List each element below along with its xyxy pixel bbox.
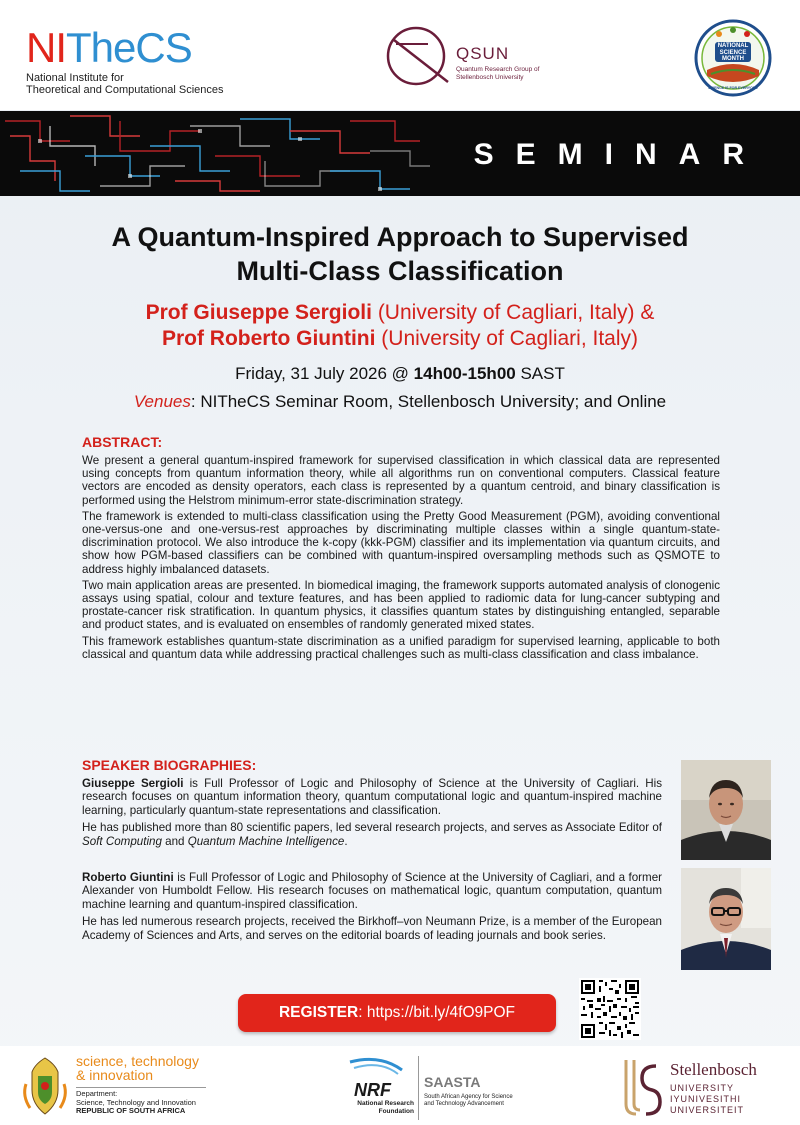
speaker-2-affiliation: (University of Cagliari, Italy) — [375, 327, 639, 350]
speaker-2-name: Prof Roberto Giuntini — [161, 327, 376, 350]
bio-sergioli-paragraph-2 — [82, 821, 662, 848]
qsun-logo — [376, 20, 556, 90]
bio-sergioli-text-1: is Full Professor of Logic and Philosophy of Science at the University of Cagliari. His research focuses on quantum information theory, quantum computational logic and quantum-inspired machine learning, particularly quantum-state representations and classification. — [82, 777, 662, 817]
speaker-1 — [0, 300, 800, 326]
dsti-department — [76, 1090, 216, 1116]
footer — [0, 1046, 800, 1125]
speaker-1-affiliation: (University of Cagliari, Italy) & — [371, 301, 655, 324]
bio-giuntini-paragraph-2: He has led numerous research projects, received the Birkhoff–von Neumann Prize, is a member of the European Academy of Sciences and Arts, and serves on the editorial boards of leading journals and book series. — [82, 915, 662, 942]
qr-code-icon — [579, 978, 641, 1040]
bio-giuntini-paragraph-1 — [82, 871, 662, 911]
stellenbosch-sub-af: UNIVERSITEIT — [670, 1105, 745, 1115]
stellenbosch-name: Stellenbosch — [670, 1060, 757, 1079]
qsun-wordmark: QSUN — [456, 44, 510, 63]
abstract-heading: ABSTRACT: — [82, 434, 163, 450]
sergioli-photo — [681, 760, 771, 860]
qsun-subtitle: Quantum Research Group of Stellenbosch University — [456, 66, 540, 81]
title-line-1: A Quantum-Inspired Approach to Supervised — [111, 222, 689, 252]
bio-sergioli-end: . — [344, 834, 348, 848]
bio-sergioli-name: Giuseppe Sergioli — [82, 777, 184, 790]
bio-sergioli-paragraph-1 — [82, 777, 662, 817]
venues-label: Venues — [133, 392, 191, 411]
national-science-month-logo — [693, 18, 773, 98]
nrf-divider — [418, 1056, 419, 1120]
event-timezone: SAST — [515, 364, 565, 383]
register-button[interactable] — [238, 994, 556, 1032]
bio-giuntini-name: Roberto Giuntini — [82, 871, 174, 884]
stellenbosch-sub-xh: IYUNIVESITHI — [670, 1094, 742, 1104]
saasta-wordmark: SAASTA — [424, 1074, 481, 1090]
nrf-emblem-icon — [340, 1056, 416, 1100]
qsun-emblem-icon — [376, 20, 456, 90]
seminar-banner — [0, 111, 800, 196]
dsti-dept-label: Department: — [76, 1089, 118, 1098]
bio-sergioli — [82, 777, 662, 852]
nithecs-wordmark — [26, 24, 224, 71]
title-line-2: Multi-Class Classification — [236, 256, 564, 286]
register-url[interactable]: : https://bit.ly/4fO9POF — [358, 1004, 515, 1021]
register-label: REGISTER — [278, 1004, 359, 1021]
bio-giuntini — [82, 871, 662, 946]
stellenbosch-subtitle — [670, 1083, 744, 1116]
bio-giuntini-text-1: is Full Professor of Logic and Philosophy of Science at the University of Cagliari, and a former Alexander von Humboldt Fellow. His research focuses on mathematical logic, quantum computation, quantum machine learning and quantum-inspired classification. — [82, 871, 663, 911]
sergioli-portrait-image — [681, 760, 771, 860]
dsti-brand-line1: science, technology — [76, 1053, 199, 1069]
dsti-brand — [76, 1054, 199, 1082]
dsti-dept-name: Science, Technology and Innovation — [76, 1097, 196, 1107]
date-prefix: Friday, 31 July 2026 @ — [235, 364, 414, 383]
dsti-country: REPUBLIC OF SOUTH AFRICA — [76, 1106, 186, 1115]
speakers — [0, 300, 800, 352]
speaker-2 — [0, 326, 800, 352]
abstract-paragraph-1: We present a general quantum-inspired framework for supervised classification in which classical data are represented using concepts from quantum information theory, while all algorithms run on conventional computers. Classical feature vectors are encoded as density operators, each class is represented by a quantum centroid, and binary classification is performed using the Helstrom minimum-error state-discrimination strategy. — [82, 454, 720, 507]
nrf-wordmark: NRF — [354, 1080, 391, 1100]
nithecs-logo — [26, 24, 224, 96]
stellenbosch-sub-en: UNIVERSITY — [670, 1083, 735, 1093]
event-venues — [0, 392, 800, 412]
coat-of-arms-icon — [20, 1056, 70, 1118]
giuntini-photo — [681, 868, 771, 970]
dsti-brand-line2: & innovation — [76, 1067, 154, 1083]
dsti-divider — [76, 1087, 206, 1088]
saasta-subtitle: South African Agency for Science and Technology Advancement — [424, 1094, 513, 1107]
event-date — [0, 364, 800, 384]
seminar-label: SEMINAR — [473, 138, 766, 171]
qr-code[interactable] — [579, 978, 641, 1040]
nithecs-wordmark-blue: TheCS — [66, 24, 192, 71]
speaker-1-name: Prof Giuseppe Sergioli — [145, 301, 372, 324]
stellenbosch-emblem-icon — [620, 1056, 664, 1118]
nsm-label: NATIONAL SCIENCE MONTH — [717, 43, 749, 62]
nithecs-name-line2: Theoretical and Computational Sciences — [26, 84, 224, 96]
biographies-heading: SPEAKER BIOGRAPHIES: — [82, 757, 257, 773]
abstract-paragraph-3: Two main application areas are presented. In biomedical imaging, the framework supports automated analysis of clonogenic assays using spatial, colour and texture features, and has been applied to radiomic data for lung-cancer subtyping and prostate-cancer risk stratification. In quantum physics, it classifies quantum states by distinguishing entangled, separable and product states, and is evaluated on ensembles of randomly generated mixed states. — [82, 578, 720, 632]
journal-soft-computing: Soft Computing — [82, 834, 162, 848]
bio-sergioli-and: and — [161, 834, 188, 848]
bio-sergioli-text-2: He has published more than 80 scientific papers, led several research projects, and serves as Associate Editor of — [82, 821, 662, 835]
abstract-paragraph-4: This framework establishes quantum-state discrimination as a unified paradigm for supervised learning, applicable to both classical and quantum data while addressing practical challenges such as multi-class classification and class imbalance. — [82, 634, 720, 661]
nithecs-wordmark-red: NI — [26, 24, 66, 71]
stellenbosch-logo — [620, 1052, 792, 1122]
nrf-subtitle: National Research Foundation — [357, 1100, 414, 1115]
nithecs-name-line1: National Institute for — [26, 72, 124, 84]
header — [0, 0, 800, 110]
abstract-body — [82, 454, 720, 664]
dsti-logo — [20, 1052, 210, 1122]
seminar-title — [0, 220, 800, 288]
journal-quantum-machine-intelligence: Quantum Machine Intelligence — [187, 834, 345, 848]
event-time: 14h00-15h00 — [413, 364, 516, 383]
abstract-paragraph-2: The framework is extended to multi-class classification using the Pretty Good Measurement (PGM), avoiding conventional one-versus-one and one-versus-rest approaches by discriminating multiple classes within a single quantum-state-discrimination protocol. We also introduce the k-copy (kkk-PGM) classifier and its implementation via quantum circuits, and show how PGM-based classifiers can be combined with quantum-inspired oversampling methods such as QSMOTE to address highly imbalanced datasets. — [82, 509, 720, 576]
nsm-tagline: SCIENCE IS FOR EVERYONE — [708, 86, 758, 90]
nrf-saasta-logo — [340, 1054, 520, 1122]
venues-text: : NITheCS Seminar Room, Stellenbosch University; and Online — [190, 392, 667, 411]
giuntini-portrait-image — [681, 868, 771, 970]
